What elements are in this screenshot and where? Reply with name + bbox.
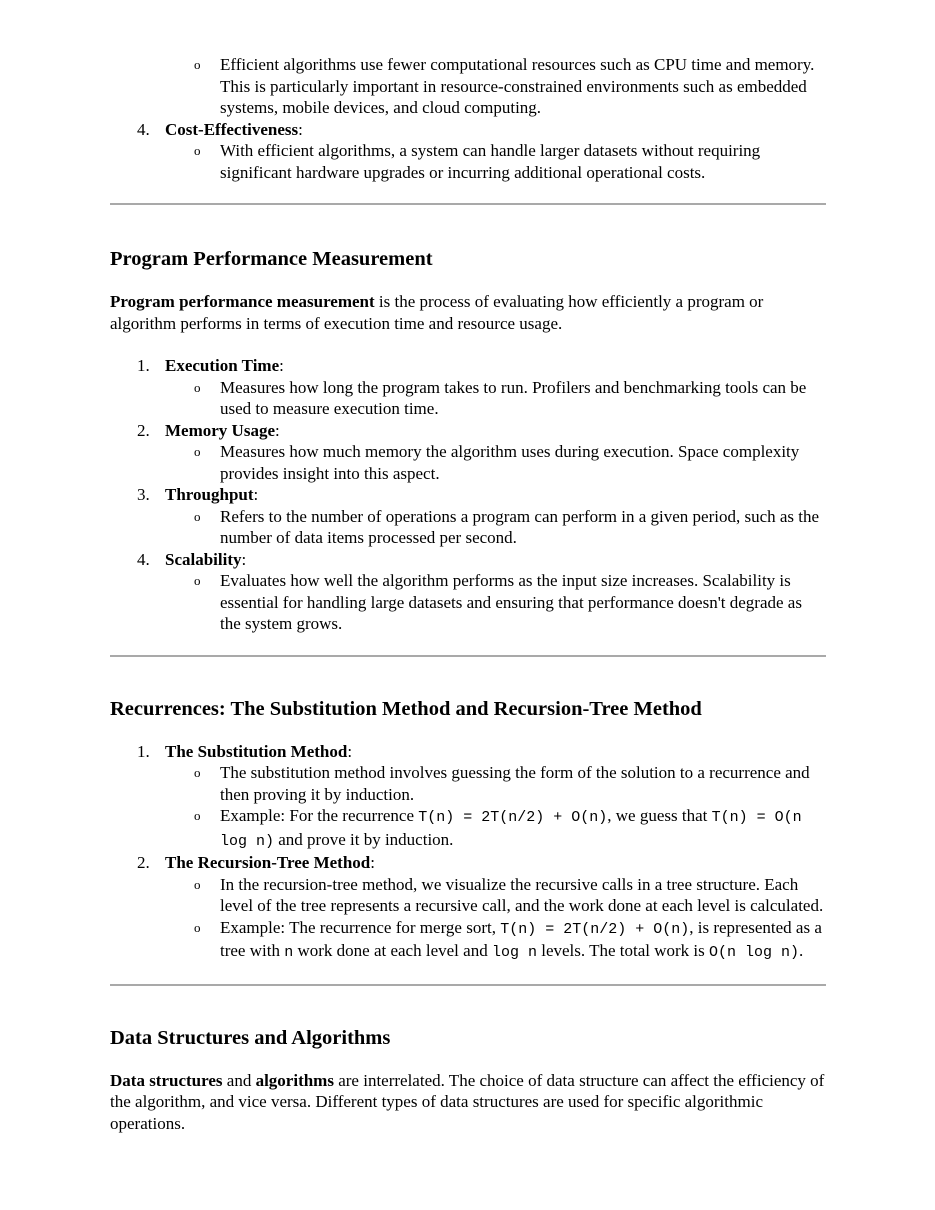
- bullet-marker: o: [194, 508, 201, 524]
- code-snippet: T(n) = O(n log n): [220, 809, 802, 850]
- list-item-scalability: 4. Scalability:: [137, 549, 247, 569]
- subitem-text: With efficient algorithms, a system can handle larger datasets without requiring significant hardware upgrades or incurring additional operational costs.: [220, 141, 761, 182]
- list-subitem: [110, 140, 826, 183]
- section-intro: Data structures and algorithms are interrelated. The choice of data structure can affect the efficiency of the algorithm, and vice versa. Different types of data structures are used for specific algorithmic operations.: [110, 1070, 825, 1133]
- list-subitem: [110, 54, 826, 119]
- bullet-marker: o: [194, 573, 201, 588]
- list-subitem: [110, 570, 826, 635]
- list-item-title: The Substitution Method: [165, 741, 348, 761]
- document-page: [110, 54, 826, 1134]
- section-heading: Data Structures and Algorithms: [110, 1026, 391, 1049]
- list-item-recursion-tree-method: 2. The Recursion-Tree Method:: [137, 853, 375, 872]
- subitem-text: Efficient algorithms use fewer computational resources such as CPU time and memory. This is particularly important in resource-constrained environments such as embedded systems, mobile devices, and cloud computing.: [220, 55, 815, 117]
- bullet-marker: o: [194, 876, 201, 892]
- bullet-marker: o: [194, 379, 201, 395]
- list-item-throughput: 3. Throughput:: [137, 485, 259, 504]
- list-number: 2.: [137, 853, 150, 872]
- bullet-marker: o: [194, 765, 201, 780]
- bullet-marker: o: [194, 808, 201, 823]
- list-number: 3.: [137, 485, 150, 504]
- list-item-title: Scalability: [165, 549, 242, 569]
- list-subitem: [110, 377, 826, 420]
- list-item-title: Throughput: [165, 485, 254, 504]
- section-intro: Program performance measurement is the process of evaluating how efficiently a program or algorithm performs in terms of execution time and resource usage.: [110, 292, 764, 333]
- list-number: 2.: [137, 420, 150, 440]
- list-number: 4.: [137, 119, 150, 139]
- list-item-execution-time: 1. Execution Time:: [137, 356, 284, 375]
- list-number: 1.: [137, 741, 150, 761]
- bullet-marker: o: [194, 919, 201, 935]
- list-subitem: [110, 506, 826, 549]
- subitem-text: Evaluates how well the algorithm performs as the input size increases. Scalability is essential for handling large datasets and ensuring that performance doesn't degrade as the system grows.: [220, 571, 802, 633]
- section-heading: Program Performance Measurement: [110, 248, 433, 270]
- list-item-title: The Recursion-Tree Method: [165, 853, 371, 872]
- list-number: 1.: [137, 356, 150, 375]
- list-item-substitution-method: 1. The Substitution Method:: [137, 741, 353, 761]
- code-snippet: T(n) = 2T(n/2) + O(n): [418, 809, 608, 826]
- subitem-text: In the recursion-tree method, we visualize the recursive calls in a tree structure. Each level of the tree represents a recursive call, and the work done at each level is calculated.: [220, 874, 824, 915]
- list-item-title: Cost-Effectiveness: [165, 119, 299, 139]
- code-snippet: log n: [491, 944, 537, 961]
- code-snippet: O(n log n): [709, 944, 800, 961]
- list-subitem: o Example: For the recurrence T(n) = 2T(n/2) + O(n), we guess that T(n) = O(n log n) and prove it by induction.: [194, 806, 802, 850]
- bullet-marker: o: [194, 143, 201, 158]
- code-snippet: n: [284, 944, 294, 961]
- subitem-text: The substitution method involves guessing the form of the solution to a recurrence and then proving it by induction.: [220, 763, 810, 804]
- subitem-text: Refers to the number of operations a program can perform in a given period, such as the number of data items processed per second.: [220, 506, 820, 547]
- subitem-text: Measures how long the program takes to run. Profilers and benchmarking tools can be used to measure execution time.: [220, 377, 807, 418]
- list-subitem: o Example: The recurrence for merge sort, T(n) = 2T(n/2) + O(n), is represented as a tree with n work done at each level and log n levels. The total work is O(n log n).: [194, 917, 822, 961]
- subitem-text: Measures how much memory the algorithm uses during execution. Space complexity provides insight into this aspect.: [220, 442, 800, 483]
- list-item-title: Execution Time: [165, 356, 280, 375]
- section-heading: Recurrences: The Substitution Method and Recursion-Tree Method: [110, 697, 702, 720]
- list-subitem: [110, 762, 826, 805]
- list-item-title: Memory Usage: [165, 420, 275, 440]
- bullet-marker: o: [194, 444, 201, 459]
- list-number: 4.: [137, 549, 150, 569]
- list-subitem: [110, 874, 826, 917]
- list-subitem: [110, 441, 826, 484]
- list-item-memory-usage: 2. Memory Usage:: [137, 420, 280, 440]
- code-snippet: T(n) = 2T(n/2) + O(n): [500, 920, 690, 938]
- list-item-cost-effectiveness: 4. Cost-Effectiveness:: [137, 119, 303, 139]
- bullet-marker: o: [194, 57, 201, 72]
